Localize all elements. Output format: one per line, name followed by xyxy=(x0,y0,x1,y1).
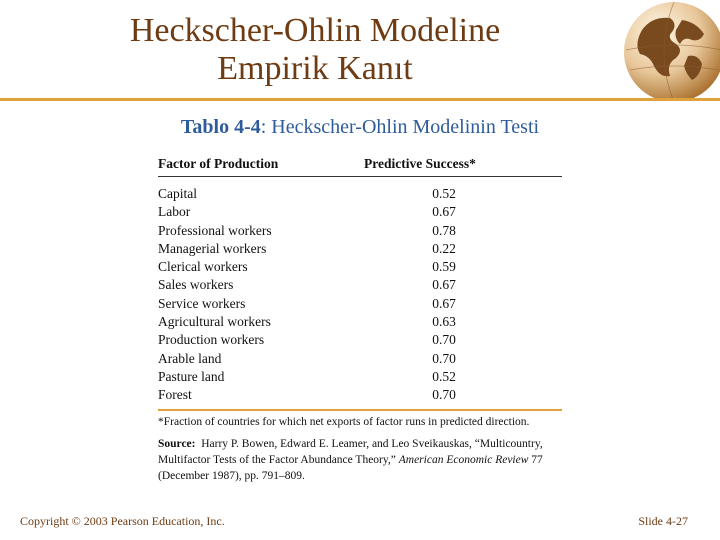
table-row xyxy=(158,222,562,240)
table-caption-text: : Heckscher-Ohlin Modelinin Testi xyxy=(260,116,540,138)
row-value: 0.70 xyxy=(432,332,456,348)
table-caption xyxy=(0,116,720,139)
table-row xyxy=(158,276,562,294)
table-row xyxy=(158,313,562,331)
row-value: 0.67 xyxy=(432,295,456,311)
source-label: Source: xyxy=(158,437,196,450)
source-text: Harry P. Bowen, Edward E. Leamer, and Leo Sveikauskas, “Multicountry, Multifactor Tests of the Factor Abundance Theory,” xyxy=(158,437,543,466)
title-divider xyxy=(0,98,720,101)
slide-title xyxy=(0,12,630,88)
table-body xyxy=(158,185,562,405)
row-factor: Labor xyxy=(158,204,191,220)
row-factor: Arable land xyxy=(158,350,222,366)
row-value: 0.59 xyxy=(432,259,456,275)
table-row xyxy=(158,203,562,221)
slide-title-line1: Heckscher-Ohlin Modeline xyxy=(129,12,501,49)
row-value: 0.52 xyxy=(432,368,456,384)
header-success: Predictive Success* xyxy=(364,156,476,171)
table-row xyxy=(158,295,562,313)
table-source xyxy=(158,436,562,484)
table-bottom-rule xyxy=(158,409,562,411)
table-row xyxy=(158,185,562,203)
slide-title-line2: Empirik Kanıt xyxy=(217,50,413,87)
row-value: 0.67 xyxy=(432,204,456,220)
row-factor: Capital xyxy=(158,186,197,201)
table-row xyxy=(158,368,562,386)
row-value: 0.22 xyxy=(432,240,456,256)
table-row xyxy=(158,240,562,258)
row-factor: Production workers xyxy=(158,332,265,348)
row-factor: Clerical workers xyxy=(158,259,248,275)
header-factor: Factor of Production xyxy=(158,156,279,171)
row-factor: Managerial workers xyxy=(158,240,267,256)
footer-copyright: Copyright © 2003 Pearson Education, Inc. xyxy=(20,514,225,528)
source-tail: 77 (December 1987), pp. 791–809. xyxy=(158,453,543,482)
row-value: 0.52 xyxy=(432,186,456,201)
table-row xyxy=(158,331,562,349)
globe-icon xyxy=(612,0,720,98)
table-footnote: *Fraction of countries for which net exports of factor runs in predicted direction. xyxy=(158,415,530,428)
row-value: 0.70 xyxy=(432,350,456,366)
table-row xyxy=(158,350,562,368)
table-row xyxy=(158,386,562,404)
row-factor: Sales workers xyxy=(158,277,234,293)
footer-slide-number: Slide 4-27 xyxy=(638,514,688,528)
row-factor: Professional workers xyxy=(158,222,272,238)
row-factor: Service workers xyxy=(158,295,246,311)
row-factor: Pasture land xyxy=(158,368,225,384)
row-value: 0.63 xyxy=(432,314,456,330)
row-factor: Forest xyxy=(158,387,192,403)
source-journal: American Economic Review xyxy=(398,453,529,466)
row-value: 0.78 xyxy=(432,222,456,238)
row-value: 0.67 xyxy=(432,277,456,293)
table-header xyxy=(158,156,562,177)
table-row xyxy=(158,258,562,276)
factor-table xyxy=(158,156,562,484)
row-value: 0.70 xyxy=(432,387,456,403)
row-factor: Agricultural workers xyxy=(158,314,271,330)
table-caption-number: Tablo 4-4 xyxy=(180,116,261,138)
